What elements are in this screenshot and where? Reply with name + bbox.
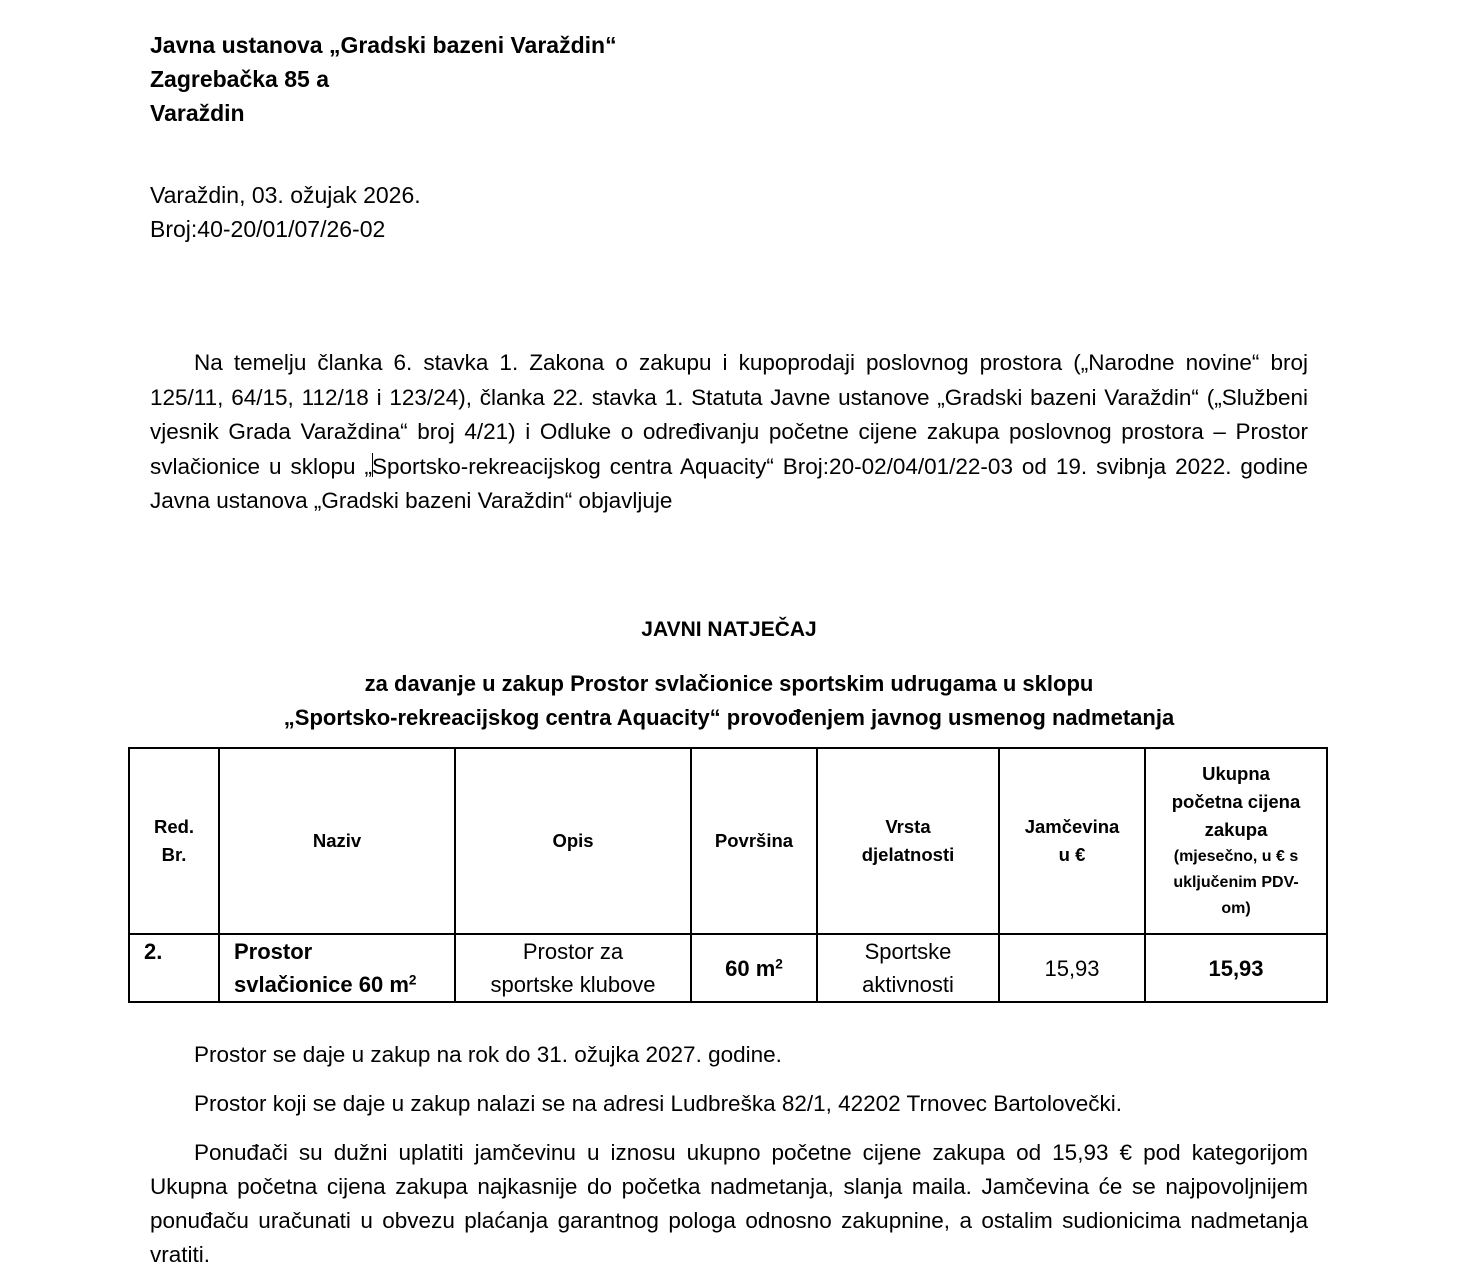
lease-term-paragraph: Prostor se daje u zakup na rok do 31. ožujka 2027. godine.: [194, 1042, 782, 1067]
header-opis: Opis: [455, 748, 691, 934]
cell-jamcevina: 15,93: [999, 934, 1145, 1002]
notice-title: JAVNI NATJEČAJ: [641, 618, 817, 641]
header-vrsta-djelatnosti: Vrsta djelatnosti: [817, 748, 999, 934]
intro-text-part2: Sportsko-rekreacijskog centra Aquacity“ Broj:20-02/04/01/22-03 od 19. svibnja 2022. godine Javna ustanova „Gradski bazeni Varaždin“ objavljuje: [150, 453, 1308, 513]
cell-vrsta-djelatnosti: Sportske aktivnosti: [817, 934, 999, 1002]
cell-naziv: Prostor svlačionice 60 $m^2$: [219, 934, 455, 1002]
header-povrsina: Površina: [691, 748, 817, 934]
document-meta: [150, 178, 421, 246]
table-row: [129, 934, 1327, 1002]
notice-subtitle-line2: „Sportsko-rekreacijskog centra Aquacity“ provođenjem javnog usmenog nadmetanja: [283, 705, 1175, 730]
deposit-paragraph: Ponuđači su dužni uplatiti jamčevinu u iznosu ukupno početne cijene zakupa od 15,93 € pod kategorijom Ukupna početna cijena zakupa najkasnije do početka nadmetanja, slanja maila. Jamčevina će se najpovoljnijem ponuđaču uračunati u obvezu plaćanja garantnog pologa odnosno zakupnine, a ostalim sudionicima nadmetanja vratiti.: [150, 1140, 1308, 1267]
place-date: Varaždin, 03. ožujak 2026.: [150, 182, 421, 208]
institution-city: Varaždin: [150, 100, 245, 126]
lease-table: [128, 747, 1328, 1003]
cell-red-br: 2.: [129, 934, 219, 1002]
intro-text-part1: Na temelju članka 6. stavka 1. Zakona o zakupu i kupoprodaji poslovnog prostora („Narodne novine“ broj 125/11, 64/15, 112/18 i 123/24), članka 22. stavka 1. Statuta Javne ustanove „Gradski bazeni Varaždin“ („Službeni vjesnik Grada Varaždina“ broj 4/21) i Odluke o određivanju početne cijene zakupa poslovnog prostora – Prostor svlačionice u sklopu „: [150, 350, 1308, 479]
institution-header: [150, 28, 617, 130]
table-header-row: [129, 748, 1327, 934]
institution-name: Javna ustanova „Gradski bazeni Varaždin“: [150, 32, 617, 58]
cell-ukupna-cijena: 15,93: [1145, 934, 1327, 1002]
location-paragraph: Prostor koji se daje u zakup nalazi se na adresi Ludbreška 82/1, 42202 Trnovec Bartolovečki.: [194, 1091, 1123, 1116]
header-jamcevina: Jamčevina u €: [999, 748, 1145, 934]
header-red-br: Red. Br.: [129, 748, 219, 934]
notice-subtitle: [0, 667, 1458, 735]
institution-street: Zagrebačka 85 a: [150, 66, 330, 92]
notice-subtitle-line1: za davanje u zakup Prostor svlačionice sportskim udrugama u sklopu: [364, 671, 1094, 696]
header-naziv: Naziv: [219, 748, 455, 934]
reference-number: Broj:40-20/01/07/26-02: [150, 216, 386, 242]
intro-paragraph[interactable]: [150, 346, 1308, 519]
cell-opis: Prostor za sportske klubove: [455, 934, 691, 1002]
cell-povrsina: 60 $m^2$: [691, 934, 817, 1002]
header-ukupna-cijena: Ukupna početna cijena zakupa (mjesečno, u € s uključenim PDV- om): [1145, 748, 1327, 934]
